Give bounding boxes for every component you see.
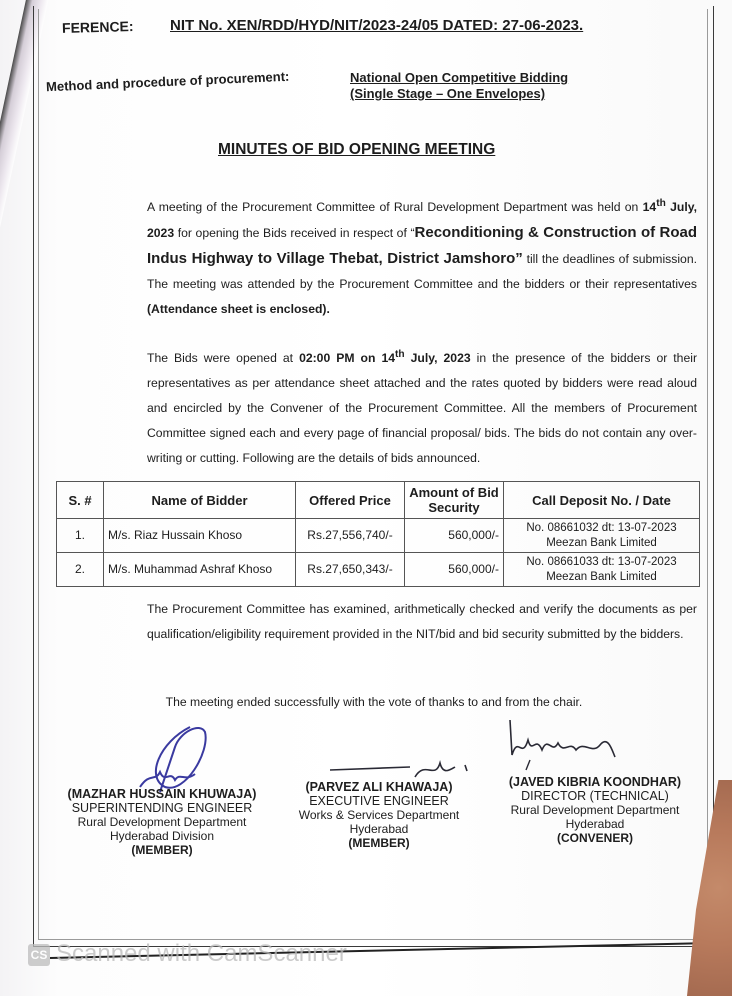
p1-text-b: for opening the Bids received in respect of “ [174, 226, 415, 241]
signatory-name: (MAZHAR HUSSAIN KHUWAJA) [67, 787, 257, 801]
signatory-department: Rural Development Department [77, 815, 247, 829]
cell-price: Rs.27,556,740/- [296, 519, 405, 553]
table-row [57, 519, 700, 553]
cell-price: Rs.27,650,343/- [296, 553, 405, 587]
reference-value: NIT No. XEN/RDD/HYD/NIT/2023-24/05 DATED: 27-06-2023. [170, 17, 584, 34]
table-header-row [57, 482, 700, 519]
cell-name: M/s. Riaz Hussain Khoso [104, 519, 296, 553]
p1-project-name: Reconditioning & Construction of Road Indus Highway to Village Thebat, District Jamshoro” [147, 224, 698, 268]
deposit-no: No. 08661033 dt: 13-07-2023 [526, 555, 677, 568]
p1-attendance-note: (Attendance sheet is enclosed). [147, 302, 330, 317]
p1-date-rest: July, 2023 [147, 200, 697, 241]
signature-3-icon [500, 715, 620, 775]
paragraph-bids-opened [51, 342, 697, 471]
signatory-designation: DIRECTOR (TECHNICAL) [521, 789, 669, 803]
deposit-bank: Meezan Bank Limited [546, 536, 657, 549]
signatory-role: (CONVENER) [556, 831, 633, 845]
camscanner-watermark [28, 940, 347, 968]
signatory-department: Works & Services Department [298, 808, 460, 822]
signatory-location: Hyderabad Division [109, 829, 215, 843]
cell-sn: 1. [57, 519, 104, 553]
signatory-department: Rural Development Department [510, 803, 680, 817]
deposit-no: No. 08661032 dt: 13-07-2023 [526, 521, 677, 534]
method-label: Method and procedure of procurement: [45, 68, 290, 95]
signatory-name: (PARVEZ ALI KHAWAJA) [305, 780, 453, 794]
camscanner-logo-icon: CS [28, 944, 50, 966]
p4-text: The meeting ended successfully with the vote of thanks to and from the chair. [165, 695, 583, 709]
signatory-location: Hyderabad [349, 822, 409, 836]
page-title: MINUTES OF BID OPENING MEETING [218, 141, 496, 158]
p1-text-a: A meeting of the Procurement Committee of Rural Development Department was held on [147, 200, 643, 215]
signatory-name: (JAVED KIBRIA KOONDHAR) [508, 775, 682, 789]
cell-security: 560,000/- [405, 519, 504, 553]
deposit-bank: Meezan Bank Limited [546, 570, 657, 583]
p2-text-b: in the presence of the bidders or their representatives as per attendance sheet attached and the rates quoted by bidders were read aloud and encircled by the Convener of the Procurement Committee. All the members of Procurement Committee signed each and every page of financial proposal/ bids. The bids do not contain any over-writing or cutting. Following are the details of bids announced. [147, 351, 698, 466]
cell-deposit [504, 553, 700, 587]
cell-sn: 2. [57, 553, 104, 587]
signatory-1 [52, 787, 272, 857]
method-value-line1: National Open Competitive Bidding [350, 70, 569, 85]
signatory-location: Hyderabad [565, 817, 625, 831]
p1-date-day: 14 [642, 200, 657, 215]
p1-text-c: till the deadlines of submission. The meeting was attended by the Procurement Committee and the bidders or their representatives [147, 252, 698, 292]
signatory-role: (MEMBER) [131, 843, 193, 857]
header-sn: S. # [57, 482, 104, 519]
header-deposit: Call Deposit No. / Date [504, 482, 700, 519]
paragraph-examination [51, 597, 697, 647]
signatory-designation: SUPERINTENDING ENGINEER [71, 801, 253, 815]
header-price: Offered Price [296, 482, 405, 519]
p2-date: July, 2023 [404, 351, 471, 366]
p3-text: The Procurement Committee has examined, arithmetically checked and verify the documents as per qualification/eligibility requirement provided in the NIT/bid and bid security submitted by the bidders. [147, 602, 697, 641]
header-name: Name of Bidder [104, 482, 296, 519]
cell-security: 560,000/- [405, 553, 504, 587]
p1-date-sup: th [656, 198, 666, 209]
cell-name: M/s. Muhammad Ashraf Khoso [104, 553, 296, 587]
paragraph-meeting [51, 191, 697, 322]
header-security: Amount of Bid Security [405, 482, 504, 519]
signatory-designation: EXECUTIVE ENGINEER [309, 794, 449, 808]
p2-time: 02:00 PM on 14 [299, 351, 396, 366]
reference-label: FERENCE: [61, 18, 134, 36]
table-row [57, 553, 700, 587]
bids-table [56, 481, 700, 587]
method-value-line2: (Single Stage – One Envelopes) [350, 86, 546, 101]
paragraph-closing [51, 690, 697, 715]
signatory-3 [495, 775, 695, 845]
p2-sup: th [395, 349, 405, 360]
cell-deposit [504, 519, 700, 553]
signatory-2 [284, 780, 474, 850]
p2-text-a: The Bids were opened at [147, 351, 300, 366]
signatory-role: (MEMBER) [348, 836, 410, 850]
watermark-text: Scanned with CamScanner [56, 940, 347, 967]
